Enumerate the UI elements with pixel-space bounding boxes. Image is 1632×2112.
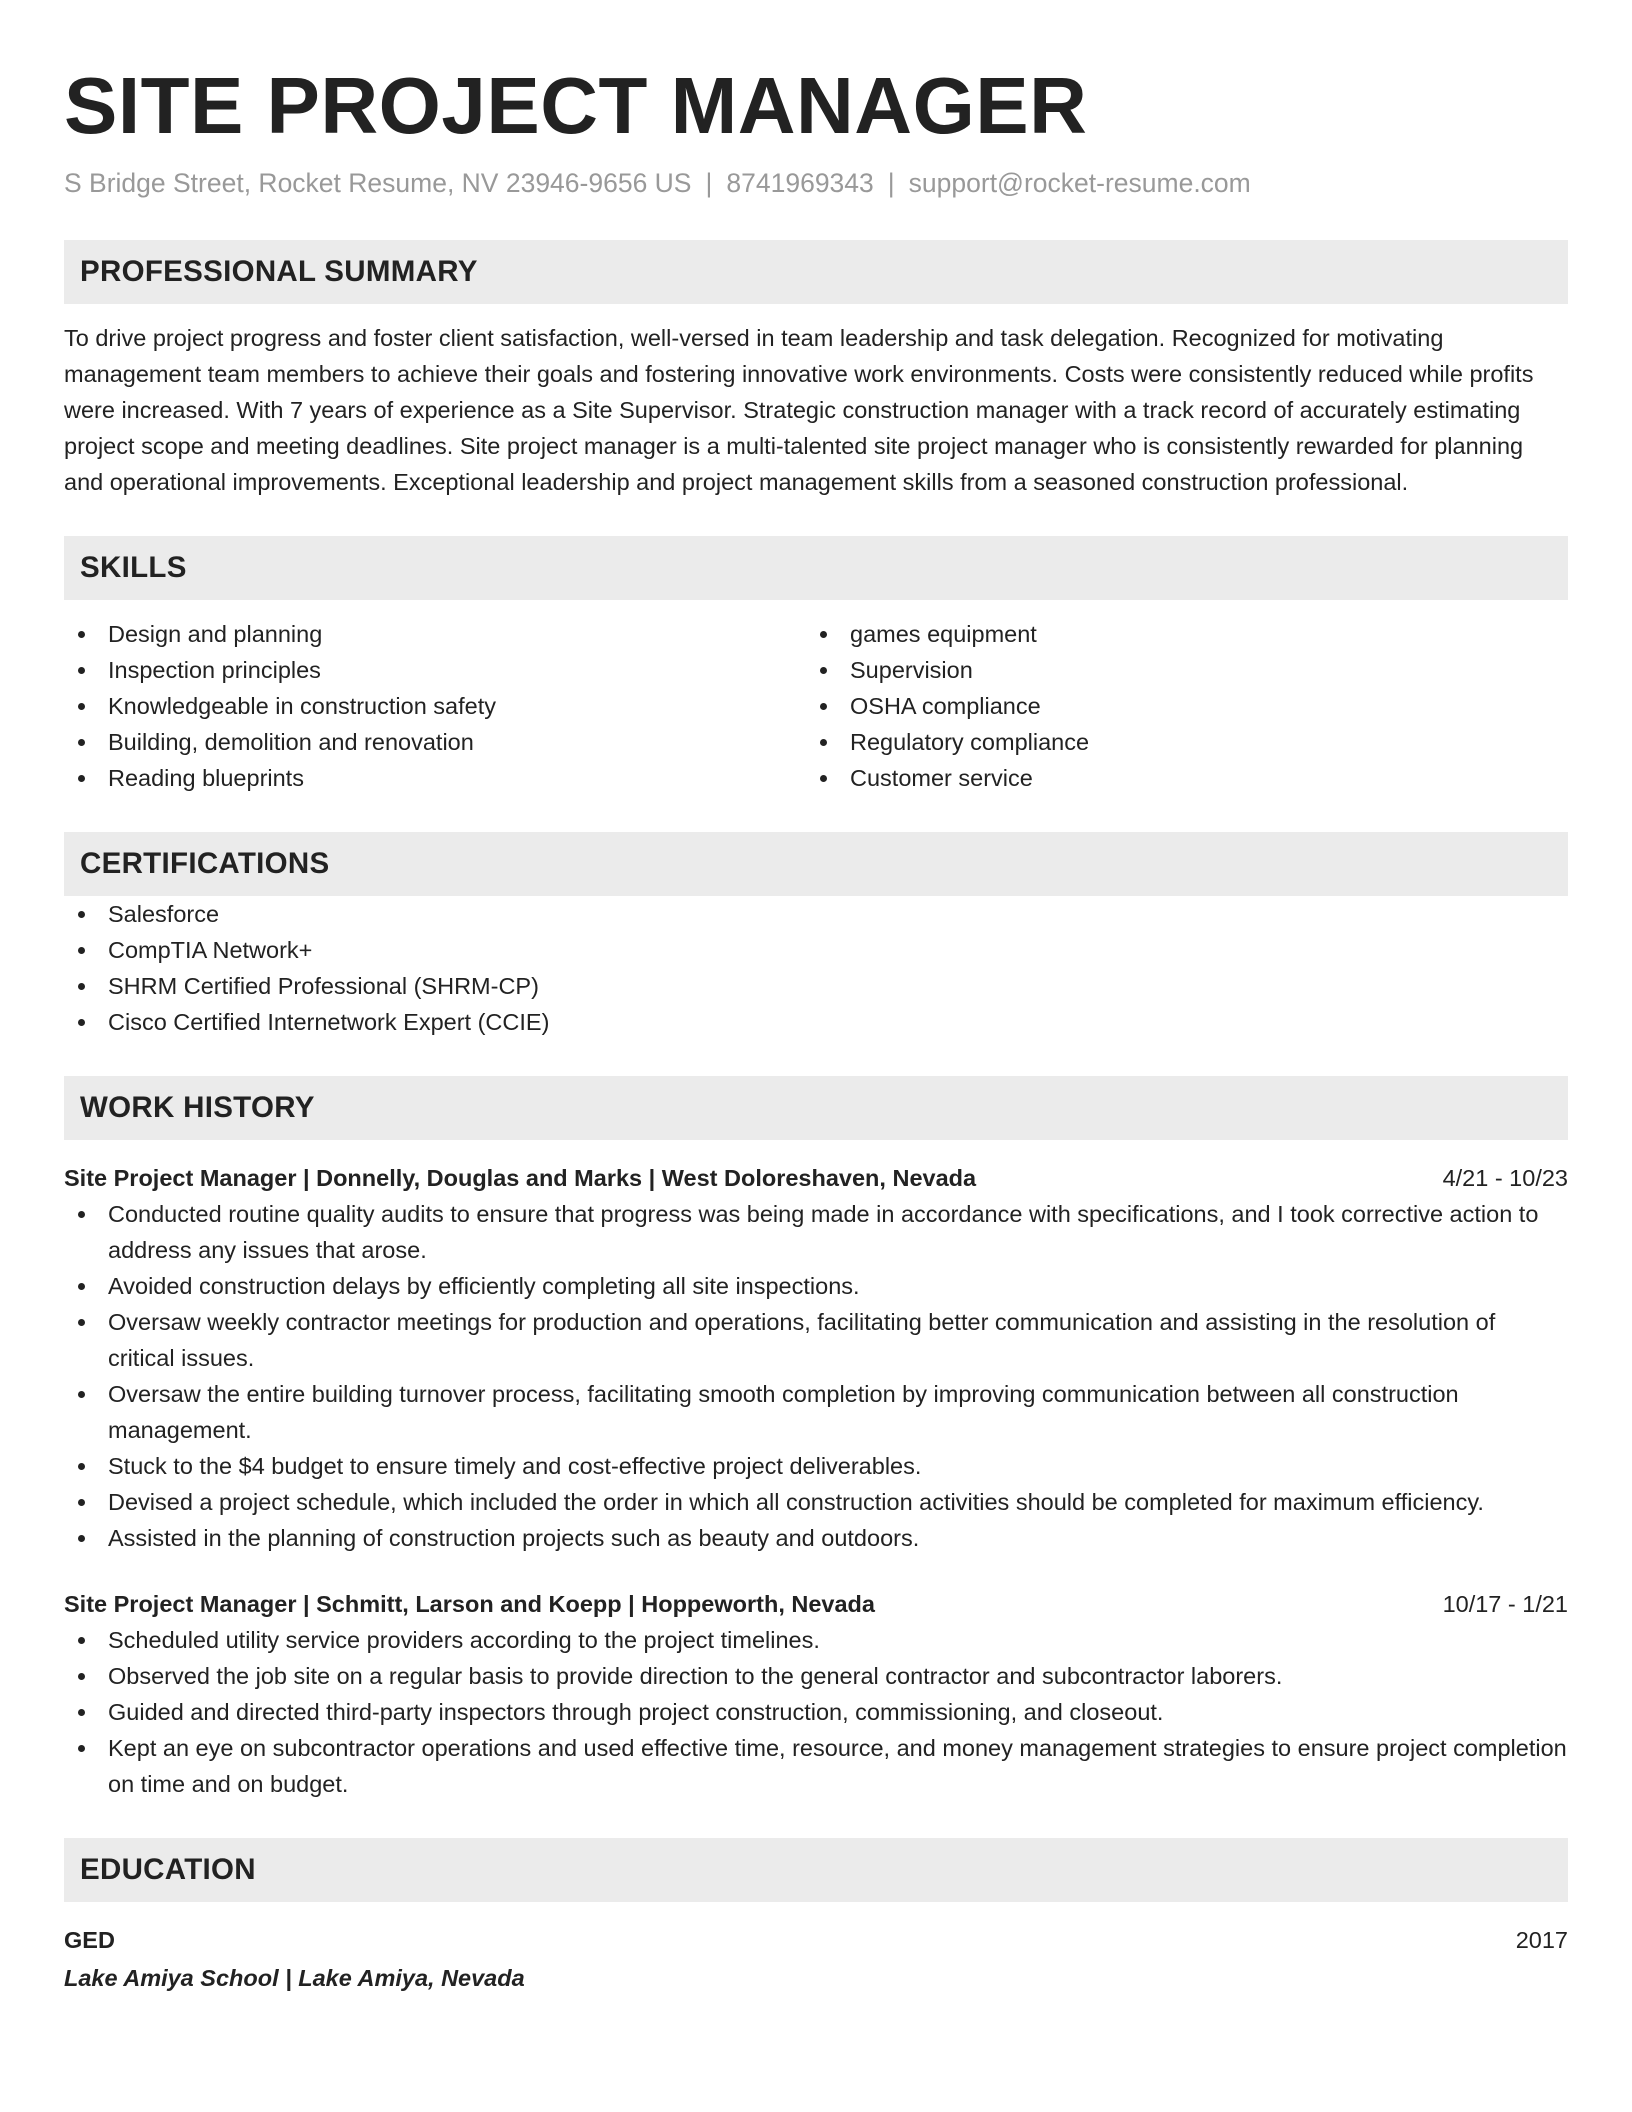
certifications-list [64,896,1568,1040]
job-bullet-list [64,1196,1568,1556]
skill-item: Inspection principles [64,652,806,688]
contact-address: S Bridge Street, Rocket Resume, NV 23946-9656 US [64,168,692,198]
job-bullet: Scheduled utility service providers according to the project timelines. [64,1622,1568,1658]
education-year: 2017 [1515,1927,1568,1953]
education-degree: GED [64,1927,115,1953]
job-bullet: Guided and directed third-party inspectors through project construction, commissioning, and closeout. [64,1694,1568,1730]
job-bullet-list [64,1622,1568,1802]
skill-item: OSHA compliance [806,688,1548,724]
section-header-education: EDUCATION [64,1838,1568,1902]
job-heading-row [64,1586,1568,1622]
certification-item: SHRM Certified Professional (SHRM-CP) [64,968,1568,1004]
contact-email: support@rocket-resume.com [908,168,1251,198]
job-title: Site Project Manager | Donnelly, Douglas and Marks | West Doloreshaven, Nevada [64,1165,977,1191]
job-bullet: Oversaw weekly contractor meetings for production and operations, facilitating better communication and assisting in the resolution of critical issues. [64,1304,1568,1376]
skill-item: Regulatory compliance [806,724,1548,760]
contact-line [64,166,1568,200]
job-bullet: Devised a project schedule, which included the order in which all construction activities should be completed for maximum efficiency. [64,1484,1568,1520]
job-bullet: Avoided construction delays by efficiently completing all site inspections. [64,1268,1568,1304]
skill-item: games equipment [806,616,1548,652]
education-school: Lake Amiya School | Lake Amiya, Nevada [64,1965,525,1991]
skill-item: Design and planning [64,616,806,652]
skill-item: Supervision [806,652,1548,688]
contact-separator: | [705,168,713,198]
job-bullet: Observed the job site on a regular basis to provide direction to the general contractor and subcontractor laborers. [64,1658,1568,1694]
section-header-skills: SKILLS [64,536,1568,600]
job-bullet: Stuck to the $4 budget to ensure timely and cost-effective project deliverables. [64,1448,1568,1484]
job-title: Site Project Manager | Schmitt, Larson and Koepp | Hoppeworth, Nevada [64,1591,875,1617]
section-header-certifications: CERTIFICATIONS [64,832,1568,896]
education-heading-row [64,1922,1568,1958]
certification-item: Salesforce [64,896,1568,932]
skill-item: Building, demolition and renovation [64,724,806,760]
skill-item: Reading blueprints [64,760,806,796]
contact-phone: 8741969343 [726,168,874,198]
skills-list-left [64,616,806,796]
certification-item: CompTIA Network+ [64,932,1568,968]
job-dates: 4/21 - 10/23 [1442,1165,1568,1191]
job-dates: 10/17 - 1/21 [1442,1591,1568,1617]
skill-item: Knowledgeable in construction safety [64,688,806,724]
job-heading-row [64,1160,1568,1196]
job-bullet: Conducted routine quality audits to ensure that progress was being made in accordance with specifications, and I took corrective action to address any issues that arose. [64,1196,1568,1268]
skill-item: Customer service [806,760,1548,796]
section-header-summary: PROFESSIONAL SUMMARY [64,240,1568,304]
skills-grid [64,616,1568,796]
job-bullet: Assisted in the planning of construction projects such as beauty and outdoors. [64,1520,1568,1556]
resume-name: SITE PROJECT MANAGER [64,61,1088,150]
contact-separator: | [887,168,895,198]
section-header-work-history: WORK HISTORY [64,1076,1568,1140]
summary-text: To drive project progress and foster client satisfaction, well-versed in team leadership and task delegation. Recognized for motivating management team members to achieve their goals and fostering innovative work environments. Costs were consistently reduced while profits were increased. With 7 years of experience as a Site Supervisor. Strategic construction manager with a track record of accurately estimating project scope and meeting deadlines. Site project manager is a multi-talented site project manager who is consistently rewarded for planning and operational improvements. Exceptional leadership and project management skills from a seasoned construction professional. [64,325,1534,495]
skills-list-right [806,616,1548,796]
job-bullet: Oversaw the entire building turnover process, facilitating smooth completion by improving communication between all construction management. [64,1376,1568,1448]
job-bullet: Kept an eye on subcontractor operations and used effective time, resource, and money management strategies to ensure project completion on time and on budget. [64,1730,1568,1802]
certification-item: Cisco Certified Internetwork Expert (CCIE) [64,1004,1568,1040]
